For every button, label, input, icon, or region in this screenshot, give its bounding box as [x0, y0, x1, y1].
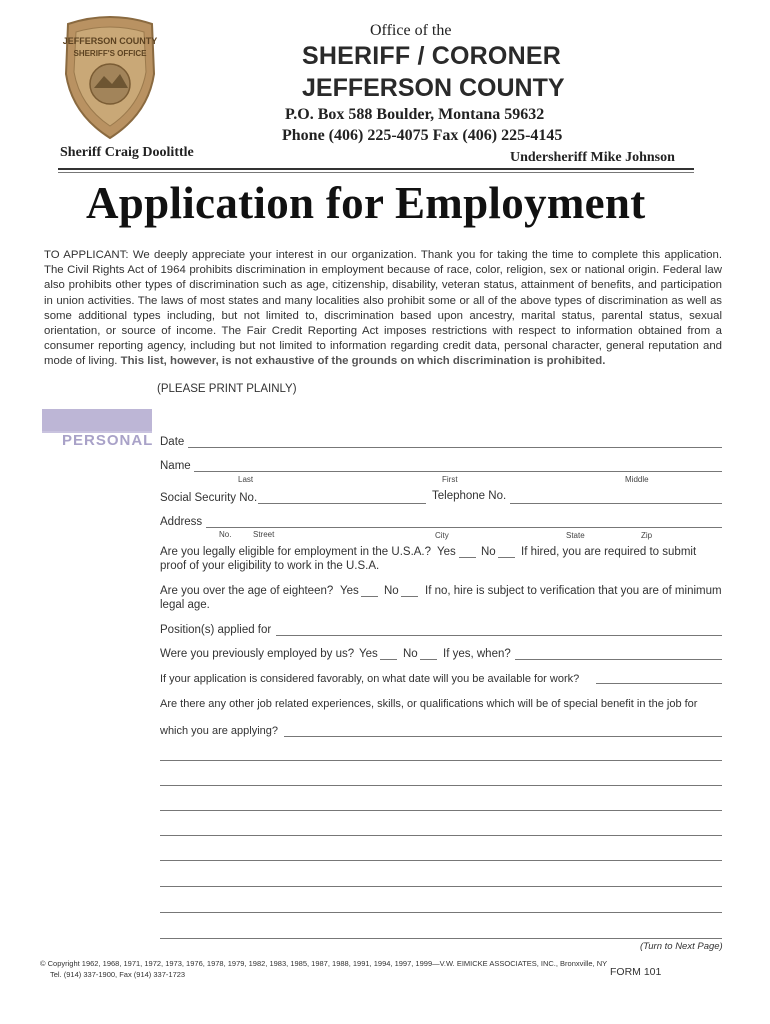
- form-number: FORM 101: [610, 966, 662, 978]
- eligible-question: Are you legally eligible for employment in the U.S.A.?: [160, 546, 432, 558]
- eligible-no-label: No: [481, 546, 496, 558]
- prev-yes-label: Yes: [359, 648, 378, 660]
- telephone-label: Telephone No.: [432, 490, 507, 502]
- other-qualifications-question: Are there any other job related experiences, skills, or qualifications which will be of special benefit in the job for: [160, 698, 698, 710]
- address-label: Address: [160, 516, 203, 528]
- eligible-yes-label: Yes: [437, 546, 456, 558]
- addr-no-caption: No.: [219, 530, 232, 539]
- previous-employment-question: Were you previously employed by us?: [160, 648, 355, 660]
- other-qualifications-question-line2: which you are applying?: [160, 725, 279, 737]
- print-plainly-note: (PLEASE PRINT PLAINLY): [157, 383, 297, 395]
- sheriff-name: Sheriff Craig Doolittle: [60, 145, 194, 160]
- date-label: Date: [160, 436, 185, 448]
- name-last-caption: Last: [238, 475, 254, 484]
- personal-section-label: PERSONAL: [62, 432, 154, 449]
- age-note: If no, hire is subject to verification that you are of minimum: [425, 585, 722, 597]
- telephone-field[interactable]: [510, 503, 722, 504]
- name-label: Name: [160, 460, 191, 472]
- intro-paragraph: [44, 248, 722, 370]
- mailing-address: P.O. Box 588 Boulder, Montana 59632: [285, 106, 545, 123]
- addr-city-caption: City: [435, 531, 449, 540]
- prev-no-blank[interactable]: [420, 659, 437, 660]
- prev-when-label: If yes, when?: [443, 648, 511, 660]
- age-note-line2: legal age.: [160, 599, 210, 611]
- eligible-note: If hired, you are required to submit: [521, 546, 697, 558]
- qualifications-line-5[interactable]: [160, 835, 722, 836]
- page-title: Application for Employment: [86, 178, 646, 228]
- svg-text:SHERIFF'S OFFICE: SHERIFF'S OFFICE: [73, 49, 147, 58]
- name-middle-caption: Middle: [625, 475, 649, 484]
- qualifications-line-4[interactable]: [160, 810, 722, 811]
- qualifications-line-8[interactable]: [160, 912, 722, 913]
- phone-fax: Phone (406) 225-4075 Fax (406) 225-4145: [282, 127, 563, 144]
- county-title: JEFFERSON COUNTY: [302, 74, 565, 102]
- age-yes-blank[interactable]: [361, 596, 378, 597]
- age-question: Are you over the age of eighteen?: [160, 585, 334, 597]
- eligible-no-blank[interactable]: [498, 557, 515, 558]
- date-field[interactable]: [188, 447, 722, 448]
- header-rule-thin: [58, 172, 694, 173]
- sheriff-badge-logo: [58, 14, 162, 142]
- undersheriff-name: Undersheriff Mike Johnson: [510, 150, 675, 165]
- office-of-text: Office of the: [370, 22, 452, 39]
- age-no-blank[interactable]: [401, 596, 418, 597]
- start-date-question: If your application is considered favorably, on what date will you be available for work?: [160, 673, 580, 685]
- start-date-field[interactable]: [596, 683, 722, 684]
- positions-field[interactable]: [276, 635, 722, 636]
- copyright-notice: © Copyright 1962, 1968, 1971, 1972, 1973, 1976, 1978, 1979, 1982, 1983, 1985, 1987, 1988, 1991, 1994, 1997, 1999—V.W. EIMICKE ASSOCIATES, INC., Bronxville, NY: [40, 959, 608, 968]
- personal-section-banner: [42, 409, 152, 431]
- qualifications-line-3[interactable]: [160, 785, 722, 786]
- ssn-field[interactable]: [258, 503, 426, 504]
- eligible-note-line2: proof of your eligibility to work in the U.S.A.: [160, 560, 380, 572]
- qualifications-line-2[interactable]: [160, 760, 722, 761]
- age-no-label: No: [384, 585, 399, 597]
- addr-street-caption: Street: [253, 530, 275, 539]
- prev-when-field[interactable]: [515, 659, 722, 660]
- prev-yes-blank[interactable]: [380, 659, 397, 660]
- footer-rule: [160, 938, 722, 939]
- qualifications-line-7[interactable]: [160, 886, 722, 887]
- ssn-label: Social Security No.: [160, 492, 258, 504]
- qualifications-line-1[interactable]: [284, 736, 722, 737]
- positions-label: Position(s) applied for: [160, 624, 272, 636]
- header-rule: [58, 168, 694, 170]
- age-yes-label: Yes: [340, 585, 359, 597]
- svg-text:JEFFERSON COUNTY: JEFFERSON COUNTY: [62, 36, 158, 46]
- turn-to-next-page: (Turn to Next Page): [640, 941, 723, 952]
- name-field[interactable]: [194, 471, 722, 472]
- prev-no-label: No: [403, 648, 418, 660]
- name-first-caption: First: [442, 475, 458, 484]
- intro-bold-text: This list, however, is not exhaustive of the grounds on which discrimination is prohibited.: [120, 355, 606, 368]
- publisher-contact: Tel. (914) 337-1900, Fax (914) 337-1723: [50, 970, 186, 979]
- addr-state-caption: State: [566, 531, 585, 540]
- address-field[interactable]: [206, 527, 722, 528]
- sheriff-coroner-title: SHERIFF / CORONER: [302, 42, 561, 70]
- qualifications-line-6[interactable]: [160, 860, 722, 861]
- intro-text: TO APPLICANT: We deeply appreciate your interest in our organization. Thank you for taking the time to complete this application. The Civil Rights Act of 1964 prohibits discrimination in employment because of race, color, religion, sex or national origin. Federal law also prohibits other types of discrimination such as age, citizenship, disability, veteran status, attainment of benefits, and participation in union activities. The laws of most states and many localities also prohibit some or all of the above types of discrimination as well as some additional types including, but not limited to, discrimination based upon ancestry, marital status, parental status, sexual orientation, or source of income. The Fair Credit Reporting Act imposes restrictions with respect to information obtained from a consumer reporting agency, including but not limited to information regarding credit data, personal character, general reputation and mode of living.: [44, 249, 722, 368]
- eligible-yes-blank[interactable]: [459, 557, 476, 558]
- addr-zip-caption: Zip: [641, 531, 653, 540]
